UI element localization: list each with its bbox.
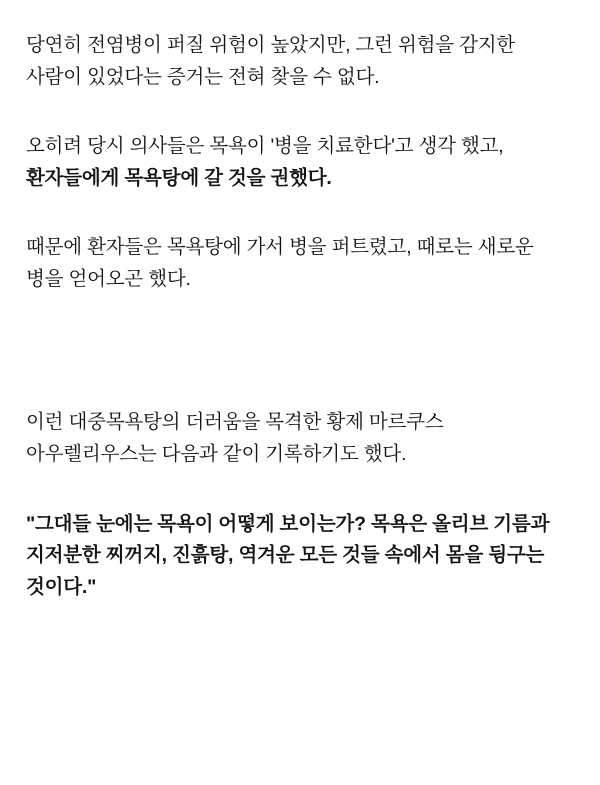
- paragraph-spacer: [26, 471, 574, 509]
- paragraph-1: 당연히 전염병이 퍼질 위험이 높았지만, 그런 위험을 감지한 사람이 있었다는 증거는 전혀 찾을 수 없다.: [26, 34, 516, 88]
- paragraph-2: [26, 131, 574, 194]
- paragraph-3: 때문에 환자들은 목욕탕에 가서 병을 퍼트렸고, 때로는 새로운 병을 얻어오곤 했다.: [26, 236, 534, 290]
- paragraph-4: 이런 대중목욕탕의 더러움을 목격한 황제 마르쿠스 아우렐리우스는 다음과 같이 기록하기도 했다.: [26, 411, 444, 466]
- section-spacer: [26, 295, 574, 407]
- paragraph-spacer: [26, 194, 574, 232]
- quote-paragraph: "그대들 눈에는 목욕이 어떻게 보이는가? 목욕은 올리브 기름과 지저분한 찌꺼지, 진흙탕, 역겨운 모든 것들 속에서 몸을 뒹구는 것이다.": [26, 512, 550, 598]
- paragraph-2-lead: 오히려 당시 의사들은 목욕이 '병을 치료한다'고 생각 했고,: [26, 135, 504, 158]
- paragraph-2-emphasis: 환자들에게 목욕탕에 갈 것을 권했다.: [26, 166, 332, 189]
- bottom-spacer: [26, 603, 574, 663]
- paragraph-spacer: [26, 93, 574, 131]
